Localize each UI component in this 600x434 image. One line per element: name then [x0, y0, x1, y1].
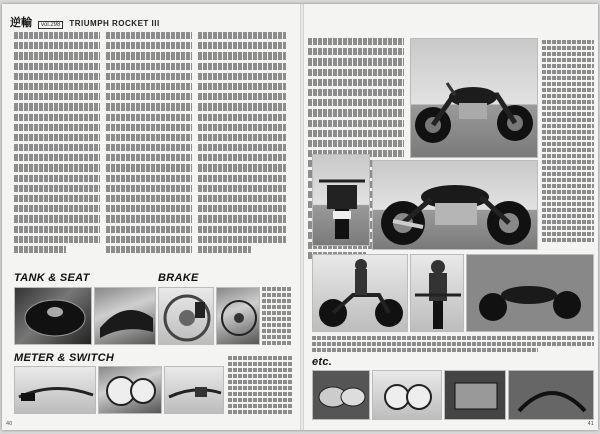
- bike-front-three-quarter-photo: [410, 38, 538, 158]
- meter-caption: [228, 356, 292, 416]
- detail-shape: [509, 371, 594, 420]
- bike-side-photo: [372, 160, 538, 250]
- article-title: TRIUMPH ROCKET III: [69, 19, 160, 28]
- riding-photo-front: [410, 254, 464, 332]
- motorcycle-side-shape: [411, 39, 538, 158]
- headlight-photo: [372, 370, 442, 420]
- body-text-column-1: [14, 32, 100, 264]
- meter-photo: [98, 366, 162, 414]
- section-brake: BRAKE: [158, 272, 199, 284]
- right-sidebar-text: [542, 40, 594, 252]
- rider-on-bike-shape: [313, 255, 408, 332]
- body-text-column-2: [106, 32, 192, 264]
- body-text-column-3: [198, 32, 286, 264]
- magazine-spread: [2, 4, 598, 430]
- left-page: [2, 4, 300, 430]
- riding-photo-side: [312, 254, 408, 332]
- section-etc: etc.: [312, 356, 333, 368]
- parked-motorcycle-shape: [467, 255, 594, 332]
- section-meter-switch: METER & SWITCH: [14, 352, 115, 364]
- speedometer-shape: [99, 367, 162, 414]
- motorcycle-side-view-shape: [373, 161, 538, 250]
- switch-shape: [165, 367, 224, 414]
- engine-photo: [444, 370, 506, 420]
- parked-bike-photo: [466, 254, 594, 332]
- detail-photo: [508, 370, 594, 420]
- rear-disc-shape: [217, 288, 260, 345]
- page-number-left: 40: [6, 421, 13, 427]
- right-page: [304, 4, 598, 430]
- tank-photo: [14, 287, 92, 345]
- motorcycle-rear-shape: [313, 155, 370, 246]
- section-tank-seat: TANK & SEAT: [14, 272, 90, 284]
- switch-photo: [164, 366, 224, 414]
- brake-photo-rear: [216, 287, 260, 345]
- brake-photo-front: [158, 287, 214, 345]
- seat-photo: [94, 287, 156, 345]
- exhaust-photo: [312, 370, 370, 420]
- page-number-right: 41: [587, 421, 594, 427]
- engine-shape: [445, 371, 506, 420]
- brake-caption: [262, 287, 292, 345]
- seat-shape: [95, 288, 156, 345]
- volume-number: vol.298: [38, 21, 63, 29]
- headlight-shape: [373, 371, 442, 420]
- exhaust-shape: [313, 371, 370, 420]
- page-header: [10, 14, 160, 30]
- fuel-tank-shape: [15, 288, 92, 345]
- bike-rear-photo: [312, 154, 370, 246]
- handlebar-shape: [15, 367, 96, 414]
- handlebar-photo: [14, 366, 96, 414]
- riding-caption: [312, 336, 594, 354]
- series-name: 逆輸: [10, 17, 32, 29]
- brake-disc-shape: [159, 288, 214, 345]
- rider-front-shape: [411, 255, 464, 332]
